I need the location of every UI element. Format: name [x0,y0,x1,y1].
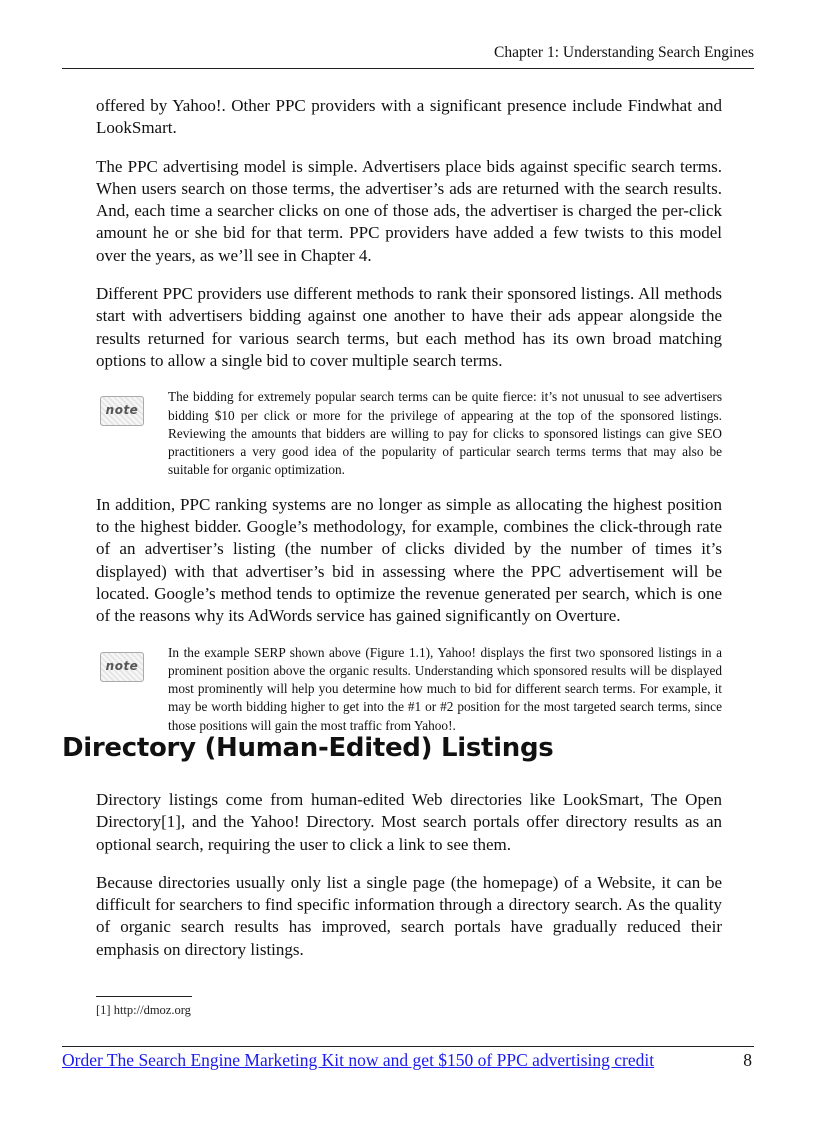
note-callout [96,388,722,479]
note-text: In the example SERP shown above (Figure 1.1), Yahoo! displays the first two sponsored listings in a prominent position above the organic results. Understanding which sponsored results will be displayed most prominently will help you determine how much to bid for different search terms. For example, it may be worth bidding higher to get into the #1 or #2 position for the most targeted search terms, since those positions will gain the most traffic from Yahoo!. [168,644,722,733]
main-content [96,95,722,749]
footnote: [1] http://dmoz.org [96,1003,191,1017]
order-kit-link[interactable]: Order The Search Engine Marketing Kit now and get $150 of PPC advertising credit [62,1050,655,1070]
note-callout [96,644,722,735]
paragraph: Different PPC providers use different methods to rank their sponsored listings. All methods start with advertisers bidding against one another to have their ads appear alongside the results returned for various search terms, but each method has its own broad matching options to allow a single bid to cover multiple search terms. [96,284,722,370]
paragraph: The PPC advertising model is simple. Advertisers place bids against specific search terms. When users search on those terms, the advertiser’s ads are returned with the search results. And, each time a searcher clicks on one of those ads, the advertiser is charged the per-click amount he or she bid for that term. PPC providers have added a few twists to this model over the years, as we’ll see in Chapter 4. [96,156,722,265]
paragraph: In addition, PPC ranking systems are no longer as simple as allocating the highest position to the highest bidder. Google’s methodology, for example, combines the click-through rate of an advertiser’s listing (the number of clicks divided by the number of times it’s displayed) with that advertiser’s bid in assessing where the PPC advertisement will be located. Google’s method tends to optimize the revenue generated per search, which is one of the reasons why its AdWords service has gained significantly on Overture. [96,494,722,626]
note-text: The bidding for extremely popular search terms can be quite fierce: it’s not unusual to see advertisers bidding $10 per click or more for the privilege of appearing at the top of the sponsored listings. Reviewing the amounts that bidders are willing to pay for clicks to sponsored listings can give SEO practitioners a very good idea of the popularity of particular search terms terms that may also be suitable for organic optimization. [168,389,722,478]
paragraph: Because directories usually only list a single page (the homepage) of a Website, it can be difficult for searchers to find specific information through a directory search. As the quality of organic search results has improved, search portals have gradually reduced their emphasis on directory listings. [96,872,722,959]
section-heading: Directory (Human-Edited) Listings [62,733,554,763]
paragraph: offered by Yahoo!. Other PPC providers with a significant presence include Findwhat and LookSmart. [96,96,722,138]
running-header: Chapter 1: Understanding Search Engines [62,44,754,69]
paragraph: Directory listings come from human-edited Web directories like LookSmart, The Open Directory[1], and the Yahoo! Directory. Most search portals offer directory results as an optional search, requiring the user to click a link to see them. [96,790,722,854]
note-icon: note [100,396,144,426]
page-footer [62,1046,754,1076]
footnote-divider [96,996,192,997]
page-number: 8 [743,1050,752,1070]
section-content [96,789,722,977]
note-icon: note [100,652,144,682]
